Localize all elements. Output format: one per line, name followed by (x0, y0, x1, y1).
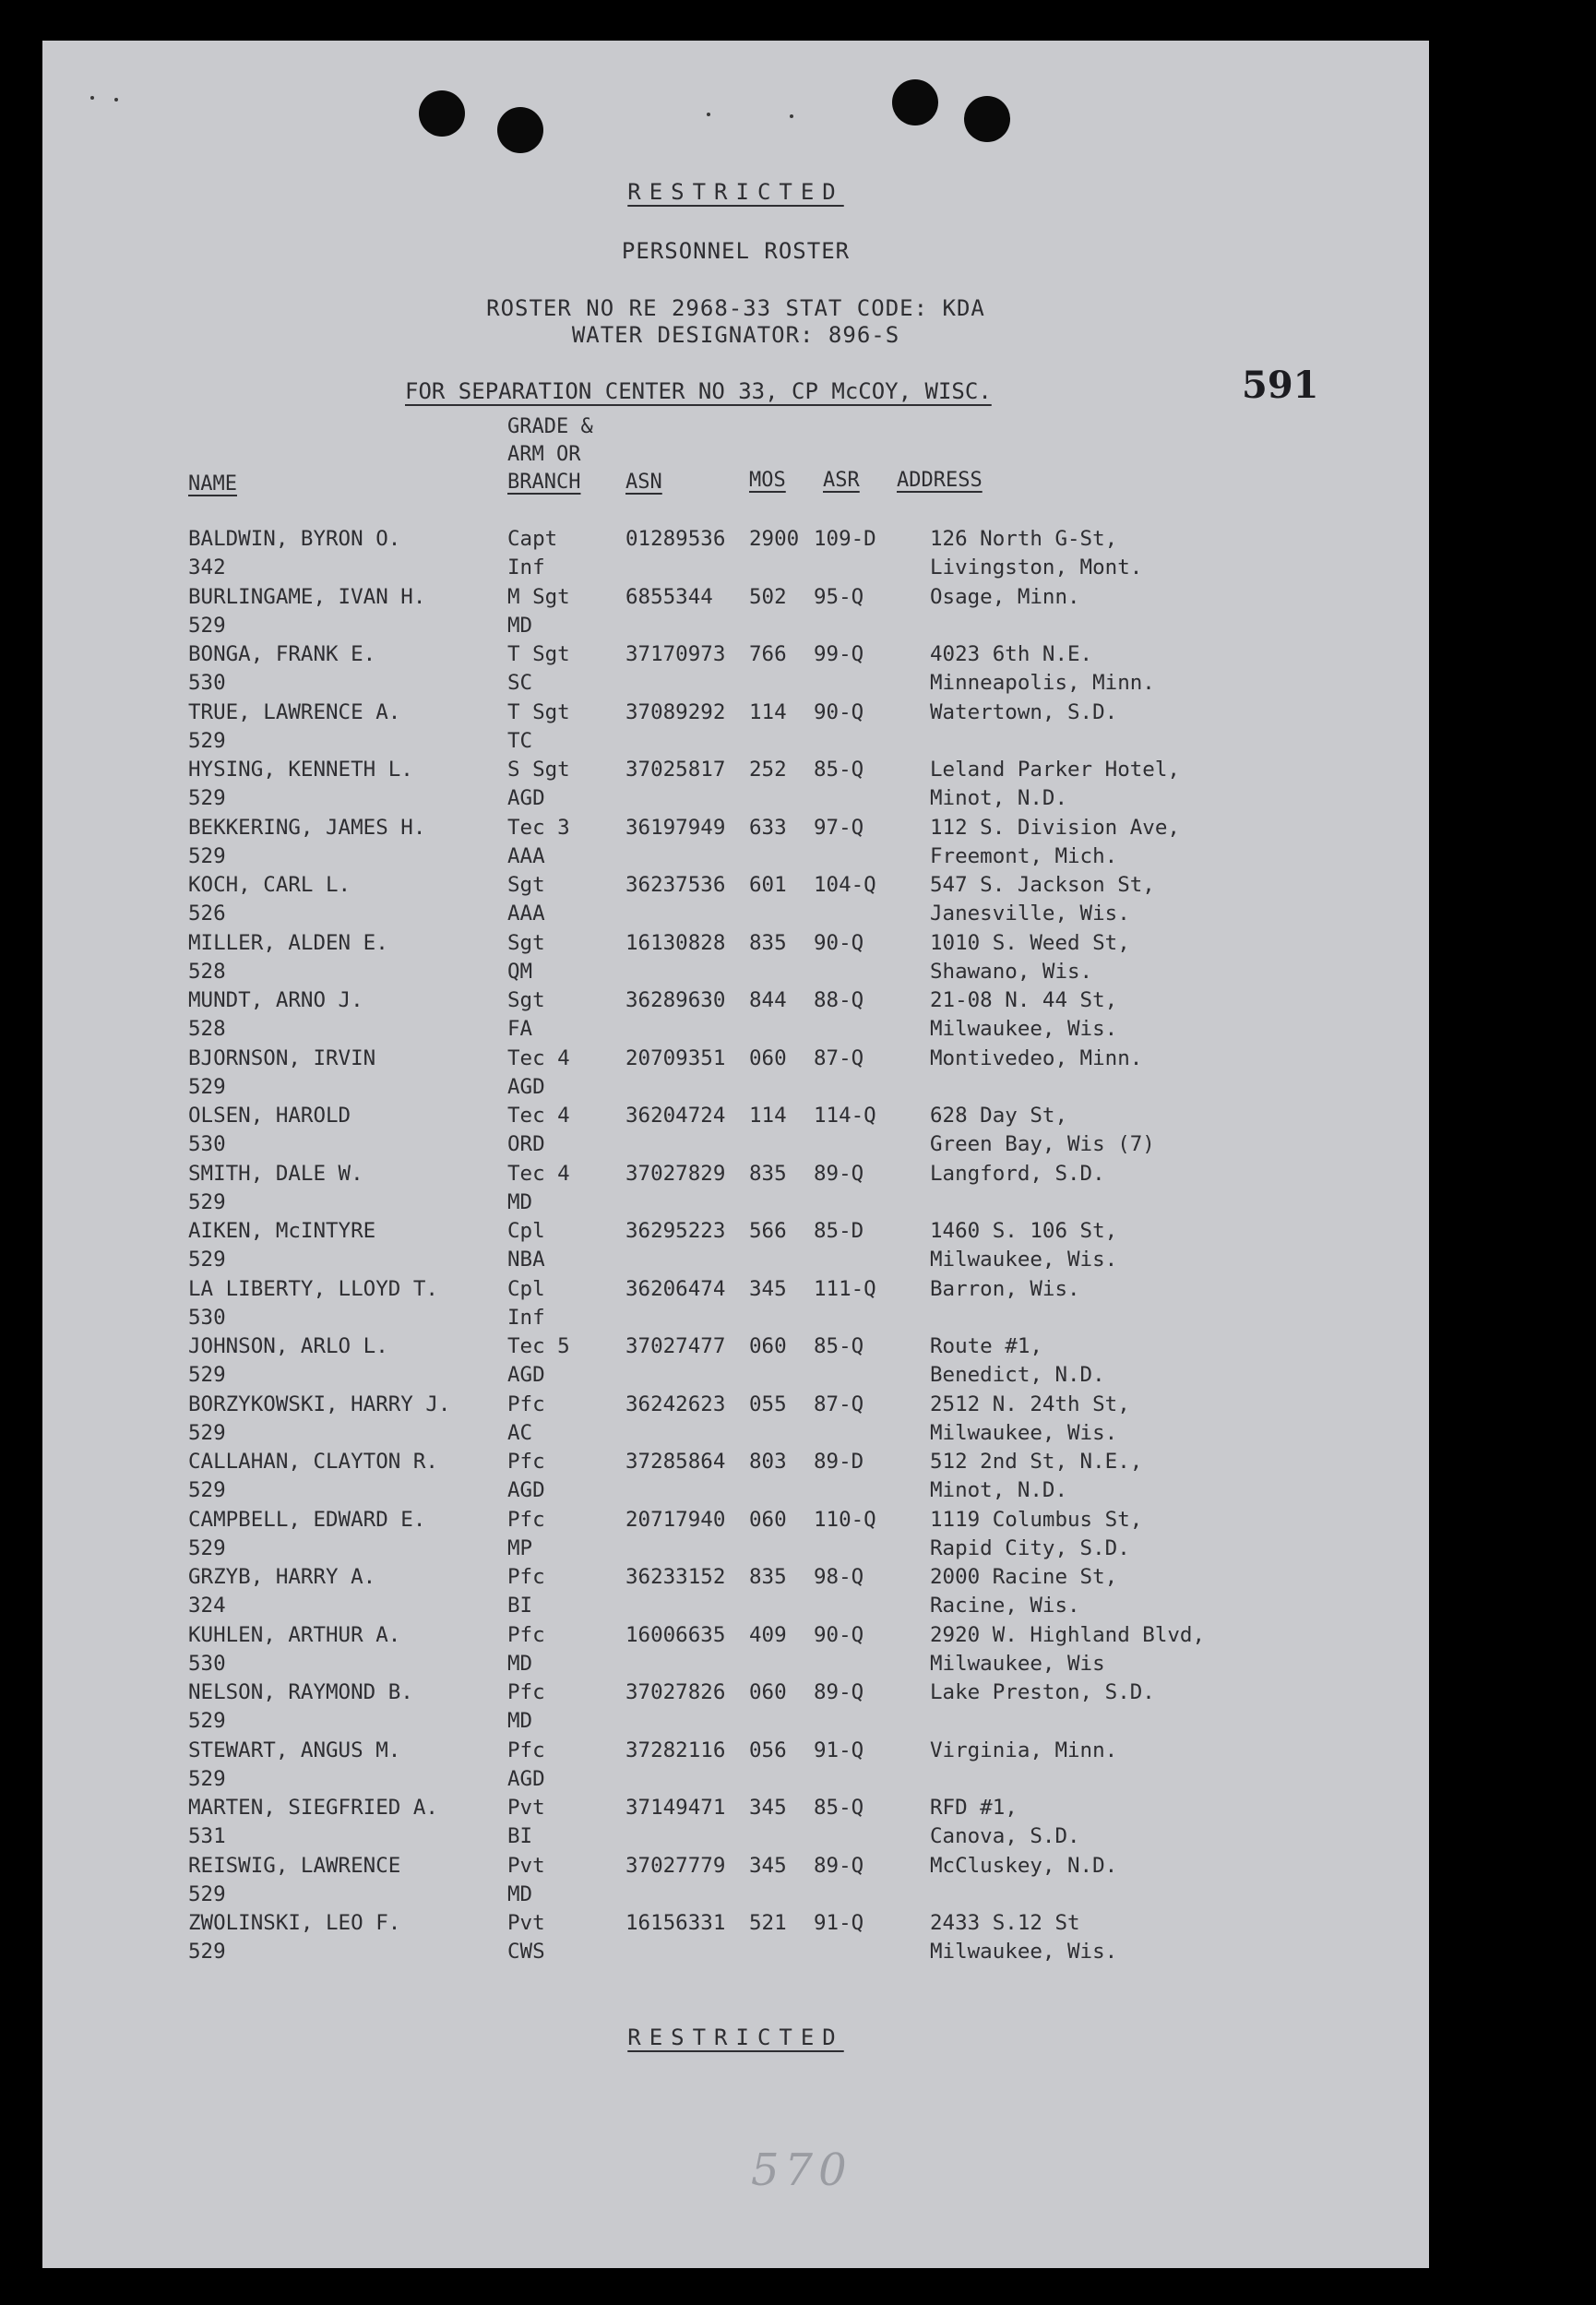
cell-branch: MD (507, 613, 533, 638)
cell-name: JOHNSON, ARLO L. (188, 1334, 388, 1358)
cell-code: 531 (188, 1824, 226, 1848)
cell-address1: McCluskey, N.D. (930, 1853, 1118, 1878)
cell-asr: 89-Q (814, 1680, 864, 1704)
cell-mos: 409 (749, 1622, 787, 1647)
cell-mos: 060 (749, 1680, 787, 1704)
cell-name: KUHLEN, ARTHUR A. (188, 1622, 401, 1647)
cell-code: 529 (188, 1074, 226, 1099)
speck (707, 113, 710, 116)
cell-address2: Benedict, N.D. (930, 1363, 1105, 1387)
cell-address2: Milwaukee, Wis. (930, 1248, 1118, 1272)
cell-branch: SC (507, 671, 533, 695)
cell-asr: 85-Q (814, 1334, 864, 1358)
cell-asn: 37149471 (625, 1796, 726, 1820)
cell-mos: 633 (749, 815, 787, 840)
cell-asr: 85-Q (814, 1796, 864, 1820)
cell-address2: Shawano, Wis. (930, 959, 1093, 984)
cell-branch: AGD (507, 1074, 545, 1099)
table-row (42, 1217, 1429, 1275)
cell-branch: QM (507, 959, 533, 984)
cell-address2: Minneapolis, Minn. (930, 671, 1155, 695)
cell-asr: 89-D (814, 1450, 864, 1474)
cell-name: HYSING, KENNETH L. (188, 758, 413, 782)
cell-name: TRUE, LAWRENCE A. (188, 699, 401, 724)
cell-grade: Pfc (507, 1450, 545, 1474)
table-row (42, 1794, 1429, 1852)
cell-grade: Tec 4 (507, 1045, 570, 1070)
cell-asn: 36233152 (625, 1565, 726, 1589)
cell-address1: 512 2nd St, N.E., (930, 1450, 1143, 1474)
cell-code: 324 (188, 1594, 226, 1618)
cell-mos: 114 (749, 699, 787, 724)
cell-code: 529 (188, 1363, 226, 1387)
table-row (42, 1448, 1429, 1506)
page-number: 591 (1242, 364, 1319, 407)
cell-address2: Canova, S.D. (930, 1824, 1080, 1848)
document-page (42, 41, 1429, 2268)
cell-code: 529 (188, 1766, 226, 1791)
cell-code: 529 (188, 728, 226, 753)
table-row (42, 1045, 1429, 1103)
cell-mos: 566 (749, 1219, 787, 1243)
cell-mos: 345 (749, 1276, 787, 1301)
cell-branch: FA (507, 1017, 533, 1041)
cell-address1: 2512 N. 24th St, (930, 1391, 1130, 1416)
cell-name: KOCH, CARL L. (188, 873, 351, 897)
cell-grade: Pfc (507, 1680, 545, 1704)
cell-mos: 521 (749, 1911, 787, 1935)
cell-code: 526 (188, 902, 226, 926)
table-row (42, 1332, 1429, 1391)
cell-branch: AGD (507, 1766, 545, 1791)
speck (90, 96, 94, 100)
cell-grade: Capt (507, 527, 558, 551)
cell-grade: Tec 4 (507, 1104, 570, 1128)
cell-asn: 16006635 (625, 1622, 726, 1647)
table-row (42, 1909, 1429, 1967)
cell-grade: Pfc (507, 1565, 545, 1589)
cell-code: 530 (188, 1305, 226, 1330)
cell-asn: 20709351 (625, 1045, 726, 1070)
cell-asn: 37027829 (625, 1161, 726, 1186)
table-row (42, 871, 1429, 929)
cell-grade: Tec 5 (507, 1334, 570, 1358)
cell-mos: 835 (749, 1565, 787, 1589)
cell-name: BURLINGAME, IVAN H. (188, 584, 426, 609)
cell-mos: 835 (749, 930, 787, 955)
cell-branch: MD (507, 1651, 533, 1676)
cell-address1: Leland Parker Hotel, (930, 758, 1180, 782)
cell-code: 530 (188, 1651, 226, 1676)
cell-asn: 36289630 (625, 988, 726, 1012)
cell-address1: 2920 W. Highland Blvd, (930, 1622, 1206, 1647)
cell-grade: S Sgt (507, 758, 570, 782)
cell-branch: MP (507, 1535, 533, 1560)
cell-address1: Langford, S.D. (930, 1161, 1105, 1186)
cell-asr: 87-Q (814, 1391, 864, 1416)
cell-name: SMITH, DALE W. (188, 1161, 363, 1186)
cell-asn: 16130828 (625, 930, 726, 955)
cell-address1: 126 North G-St, (930, 527, 1118, 551)
cell-address2: Rapid City, S.D. (930, 1535, 1130, 1560)
cell-name: MARTEN, SIEGFRIED A. (188, 1796, 438, 1820)
cell-asr: 114-Q (814, 1104, 876, 1128)
cell-name: STEWART, ANGUS M. (188, 1738, 401, 1762)
cell-code: 529 (188, 1535, 226, 1560)
cell-address1: Osage, Minn. (930, 584, 1080, 609)
cell-name: NELSON, RAYMOND B. (188, 1680, 413, 1704)
cell-branch: MD (507, 1881, 533, 1906)
column-header-mos: MOS (749, 469, 786, 492)
cell-mos: 601 (749, 873, 787, 897)
roster-line: ROSTER NO RE 2968-33 STAT CODE: KDA (486, 295, 985, 321)
table-row (42, 929, 1429, 987)
column-header-asn: ASN (625, 471, 662, 494)
cell-asn: 37027779 (625, 1853, 726, 1878)
column-header-name: NAME (188, 472, 237, 496)
cell-asn: 36242623 (625, 1391, 726, 1416)
column-header-asr: ASR (823, 469, 860, 492)
cell-mos: 060 (749, 1334, 787, 1358)
cell-name: LA LIBERTY, LLOYD T. (188, 1276, 438, 1301)
cell-asr: 99-Q (814, 642, 864, 666)
cell-address2: Minot, N.D. (930, 786, 1068, 810)
cell-mos: 056 (749, 1738, 787, 1762)
punch-hole (419, 90, 465, 137)
cell-mos: 114 (749, 1104, 787, 1128)
cell-code: 529 (188, 1189, 226, 1214)
cell-name: BORZYKOWSKI, HARRY J. (188, 1391, 451, 1416)
cell-asn: 37027826 (625, 1680, 726, 1704)
cell-address1: 1460 S. 106 St, (930, 1219, 1118, 1243)
cell-asn: 16156331 (625, 1911, 726, 1935)
cell-asr: 87-Q (814, 1045, 864, 1070)
cell-branch: NBA (507, 1248, 545, 1272)
cell-branch: Inf (507, 555, 545, 579)
cell-grade: Pfc (507, 1622, 545, 1647)
table-row (42, 525, 1429, 583)
table-row (42, 1391, 1429, 1449)
cell-branch: AGD (507, 786, 545, 810)
cell-address1: 2000 Racine St, (930, 1565, 1118, 1589)
cell-branch: MD (507, 1189, 533, 1214)
cell-address1: 2433 S.12 St (930, 1911, 1080, 1935)
cell-asn: 36237536 (625, 873, 726, 897)
cell-asn: 37282116 (625, 1738, 726, 1762)
cell-grade: Tec 3 (507, 815, 570, 840)
cell-name: BALDWIN, BYRON O. (188, 527, 401, 551)
cell-asn: 20717940 (625, 1507, 726, 1532)
cell-address1: Watertown, S.D. (930, 699, 1118, 724)
cell-grade: Pvt (507, 1853, 545, 1878)
handwritten-number: 570 (751, 2144, 852, 2196)
cell-name: MUNDT, ARNO J. (188, 988, 363, 1012)
cell-address1: Montivedeo, Minn. (930, 1045, 1143, 1070)
punch-hole (964, 96, 1010, 142)
table-row (42, 640, 1429, 699)
cell-code: 529 (188, 1478, 226, 1502)
cell-code: 528 (188, 959, 226, 984)
cell-mos: 502 (749, 584, 787, 609)
cell-address2: Racine, Wis. (930, 1594, 1080, 1618)
cell-asn: 01289536 (625, 527, 726, 551)
cell-address1: 4023 6th N.E. (930, 642, 1093, 666)
cell-mos: 345 (749, 1853, 787, 1878)
table-row (42, 583, 1429, 641)
cell-name: MILLER, ALDEN E. (188, 930, 388, 955)
roster-table (42, 525, 1429, 1967)
table-row (42, 1563, 1429, 1621)
cell-address2: Milwaukee, Wis. (930, 1017, 1118, 1041)
cell-address1: 628 Day St, (930, 1104, 1068, 1128)
cell-asr: 109-D (814, 527, 876, 551)
cell-asr: 111-Q (814, 1276, 876, 1301)
water-designator-line: WATER DESIGNATOR: 896-S (571, 322, 900, 348)
cell-name: BONGA, FRANK E. (188, 642, 376, 666)
cell-address1: 112 S. Division Ave, (930, 815, 1180, 840)
table-row (42, 1102, 1429, 1160)
cell-code: 530 (188, 671, 226, 695)
cell-asn: 37285864 (625, 1450, 726, 1474)
table-row (42, 986, 1429, 1045)
cell-asr: 89-Q (814, 1161, 864, 1186)
cell-code: 342 (188, 555, 226, 579)
cell-grade: Cpl (507, 1219, 545, 1243)
cell-address1: RFD #1, (930, 1796, 1018, 1820)
cell-grade: M Sgt (507, 584, 570, 609)
cell-address2: Milwaukee, Wis. (930, 1420, 1118, 1445)
separation-center-line: FOR SEPARATION CENTER NO 33, CP McCOY, WISC. (405, 378, 992, 404)
cell-code: 529 (188, 1940, 226, 1964)
cell-asn: 36204724 (625, 1104, 726, 1128)
cell-name: BJORNSON, IRVIN (188, 1045, 376, 1070)
cell-name: ZWOLINSKI, LEO F. (188, 1911, 401, 1935)
cell-address2: Livingston, Mont. (930, 555, 1143, 579)
table-row (42, 1506, 1429, 1564)
cell-code: 529 (188, 613, 226, 638)
cell-address1: Lake Preston, S.D. (930, 1680, 1155, 1704)
table-row (42, 1678, 1429, 1737)
cell-address1: 1010 S. Weed St, (930, 930, 1130, 955)
table-row (42, 1737, 1429, 1795)
cell-asr: 89-Q (814, 1853, 864, 1878)
cell-mos: 345 (749, 1796, 787, 1820)
cell-branch: ORD (507, 1132, 545, 1156)
cell-asr: 90-Q (814, 1622, 864, 1647)
cell-grade: Cpl (507, 1276, 545, 1301)
cell-code: 529 (188, 786, 226, 810)
table-row (42, 1275, 1429, 1333)
cell-branch: CWS (507, 1940, 545, 1964)
cell-asr: 90-Q (814, 699, 864, 724)
cell-grade: T Sgt (507, 642, 570, 666)
cell-address2: Minot, N.D. (930, 1478, 1068, 1502)
speck (790, 114, 793, 118)
punch-hole (892, 79, 938, 125)
cell-grade: Sgt (507, 988, 545, 1012)
cell-name: OLSEN, HAROLD (188, 1104, 351, 1128)
cell-address2: Freemont, Mich. (930, 843, 1118, 868)
table-row (42, 1160, 1429, 1218)
cell-asr: 88-Q (814, 988, 864, 1012)
cell-mos: 055 (749, 1391, 787, 1416)
cell-address1: Route #1, (930, 1334, 1042, 1358)
cell-mos: 252 (749, 758, 787, 782)
cell-address1: 547 S. Jackson St, (930, 873, 1155, 897)
punch-hole (497, 107, 543, 153)
cell-address1: 21-08 N. 44 St, (930, 988, 1118, 1012)
cell-asr: 91-Q (814, 1911, 864, 1935)
cell-address1: Barron, Wis. (930, 1276, 1080, 1301)
cell-asr: 85-D (814, 1219, 864, 1243)
cell-asr: 95-Q (814, 584, 864, 609)
cell-address2: Milwaukee, Wis. (930, 1940, 1118, 1964)
cell-mos: 835 (749, 1161, 787, 1186)
cell-code: 529 (188, 1709, 226, 1733)
cell-branch: TC (507, 728, 533, 753)
cell-mos: 844 (749, 988, 787, 1012)
classification-bottom: RESTRICTED (627, 2024, 844, 2050)
cell-asn: 36206474 (625, 1276, 726, 1301)
cell-asr: 104-Q (814, 873, 876, 897)
speck (114, 98, 118, 102)
cell-address2: Janesville, Wis. (930, 902, 1130, 926)
cell-asn: 6855344 (625, 584, 713, 609)
cell-asn: 37170973 (625, 642, 726, 666)
cell-asr: 91-Q (814, 1738, 864, 1762)
column-header-address: ADDRESS (897, 469, 983, 492)
cell-branch: BI (507, 1824, 533, 1848)
cell-code: 530 (188, 1132, 226, 1156)
cell-grade: T Sgt (507, 699, 570, 724)
table-row (42, 756, 1429, 814)
table-row (42, 814, 1429, 872)
cell-code: 529 (188, 1881, 226, 1906)
cell-asr: 98-Q (814, 1565, 864, 1589)
cell-address2: Milwaukee, Wis (930, 1651, 1105, 1676)
table-row (42, 1852, 1429, 1910)
cell-name: GRZYB, HARRY A. (188, 1565, 376, 1589)
cell-code: 528 (188, 1017, 226, 1041)
cell-branch: Inf (507, 1305, 545, 1330)
cell-grade: Tec 4 (507, 1161, 570, 1186)
cell-branch: AAA (507, 843, 545, 868)
cell-grade: Pfc (507, 1507, 545, 1532)
cell-asn: 37089292 (625, 699, 726, 724)
cell-name: AIKEN, McINTYRE (188, 1219, 376, 1243)
cell-asn: 36295223 (625, 1219, 726, 1243)
column-header-grade: GRADE & ARM OR BRANCH (507, 415, 593, 494)
cell-grade: Pvt (507, 1796, 545, 1820)
cell-mos: 2900 (749, 527, 800, 551)
cell-grade: Pfc (507, 1738, 545, 1762)
cell-code: 529 (188, 843, 226, 868)
cell-name: CAMPBELL, EDWARD E. (188, 1507, 426, 1532)
cell-branch: AGD (507, 1363, 545, 1387)
cell-branch: MD (507, 1709, 533, 1733)
classification-top: RESTRICTED (627, 179, 844, 205)
cell-branch: AGD (507, 1478, 545, 1502)
cell-grade: Pvt (507, 1911, 545, 1935)
cell-grade: Sgt (507, 930, 545, 955)
cell-code: 529 (188, 1420, 226, 1445)
cell-asn: 37025817 (625, 758, 726, 782)
cell-address2: Green Bay, Wis (7) (930, 1132, 1155, 1156)
cell-address1: Virginia, Minn. (930, 1738, 1118, 1762)
cell-mos: 060 (749, 1045, 787, 1070)
cell-grade: Pfc (507, 1391, 545, 1416)
cell-asr: 90-Q (814, 930, 864, 955)
cell-asr: 110-Q (814, 1507, 876, 1532)
cell-address1: 1119 Columbus St, (930, 1507, 1143, 1532)
cell-mos: 803 (749, 1450, 787, 1474)
cell-asn: 36197949 (625, 815, 726, 840)
document-title: PERSONNEL ROSTER (621, 238, 851, 264)
cell-asr: 85-Q (814, 758, 864, 782)
cell-name: REISWIG, LAWRENCE (188, 1853, 401, 1878)
table-row (42, 1621, 1429, 1679)
cell-mos: 766 (749, 642, 787, 666)
cell-asr: 97-Q (814, 815, 864, 840)
cell-code: 529 (188, 1248, 226, 1272)
cell-branch: AC (507, 1420, 533, 1445)
table-row (42, 699, 1429, 757)
cell-name: CALLAHAN, CLAYTON R. (188, 1450, 438, 1474)
cell-name: BEKKERING, JAMES H. (188, 815, 426, 840)
cell-mos: 060 (749, 1507, 787, 1532)
cell-branch: BI (507, 1594, 533, 1618)
cell-grade: Sgt (507, 873, 545, 897)
cell-asn: 37027477 (625, 1334, 726, 1358)
cell-branch: AAA (507, 902, 545, 926)
